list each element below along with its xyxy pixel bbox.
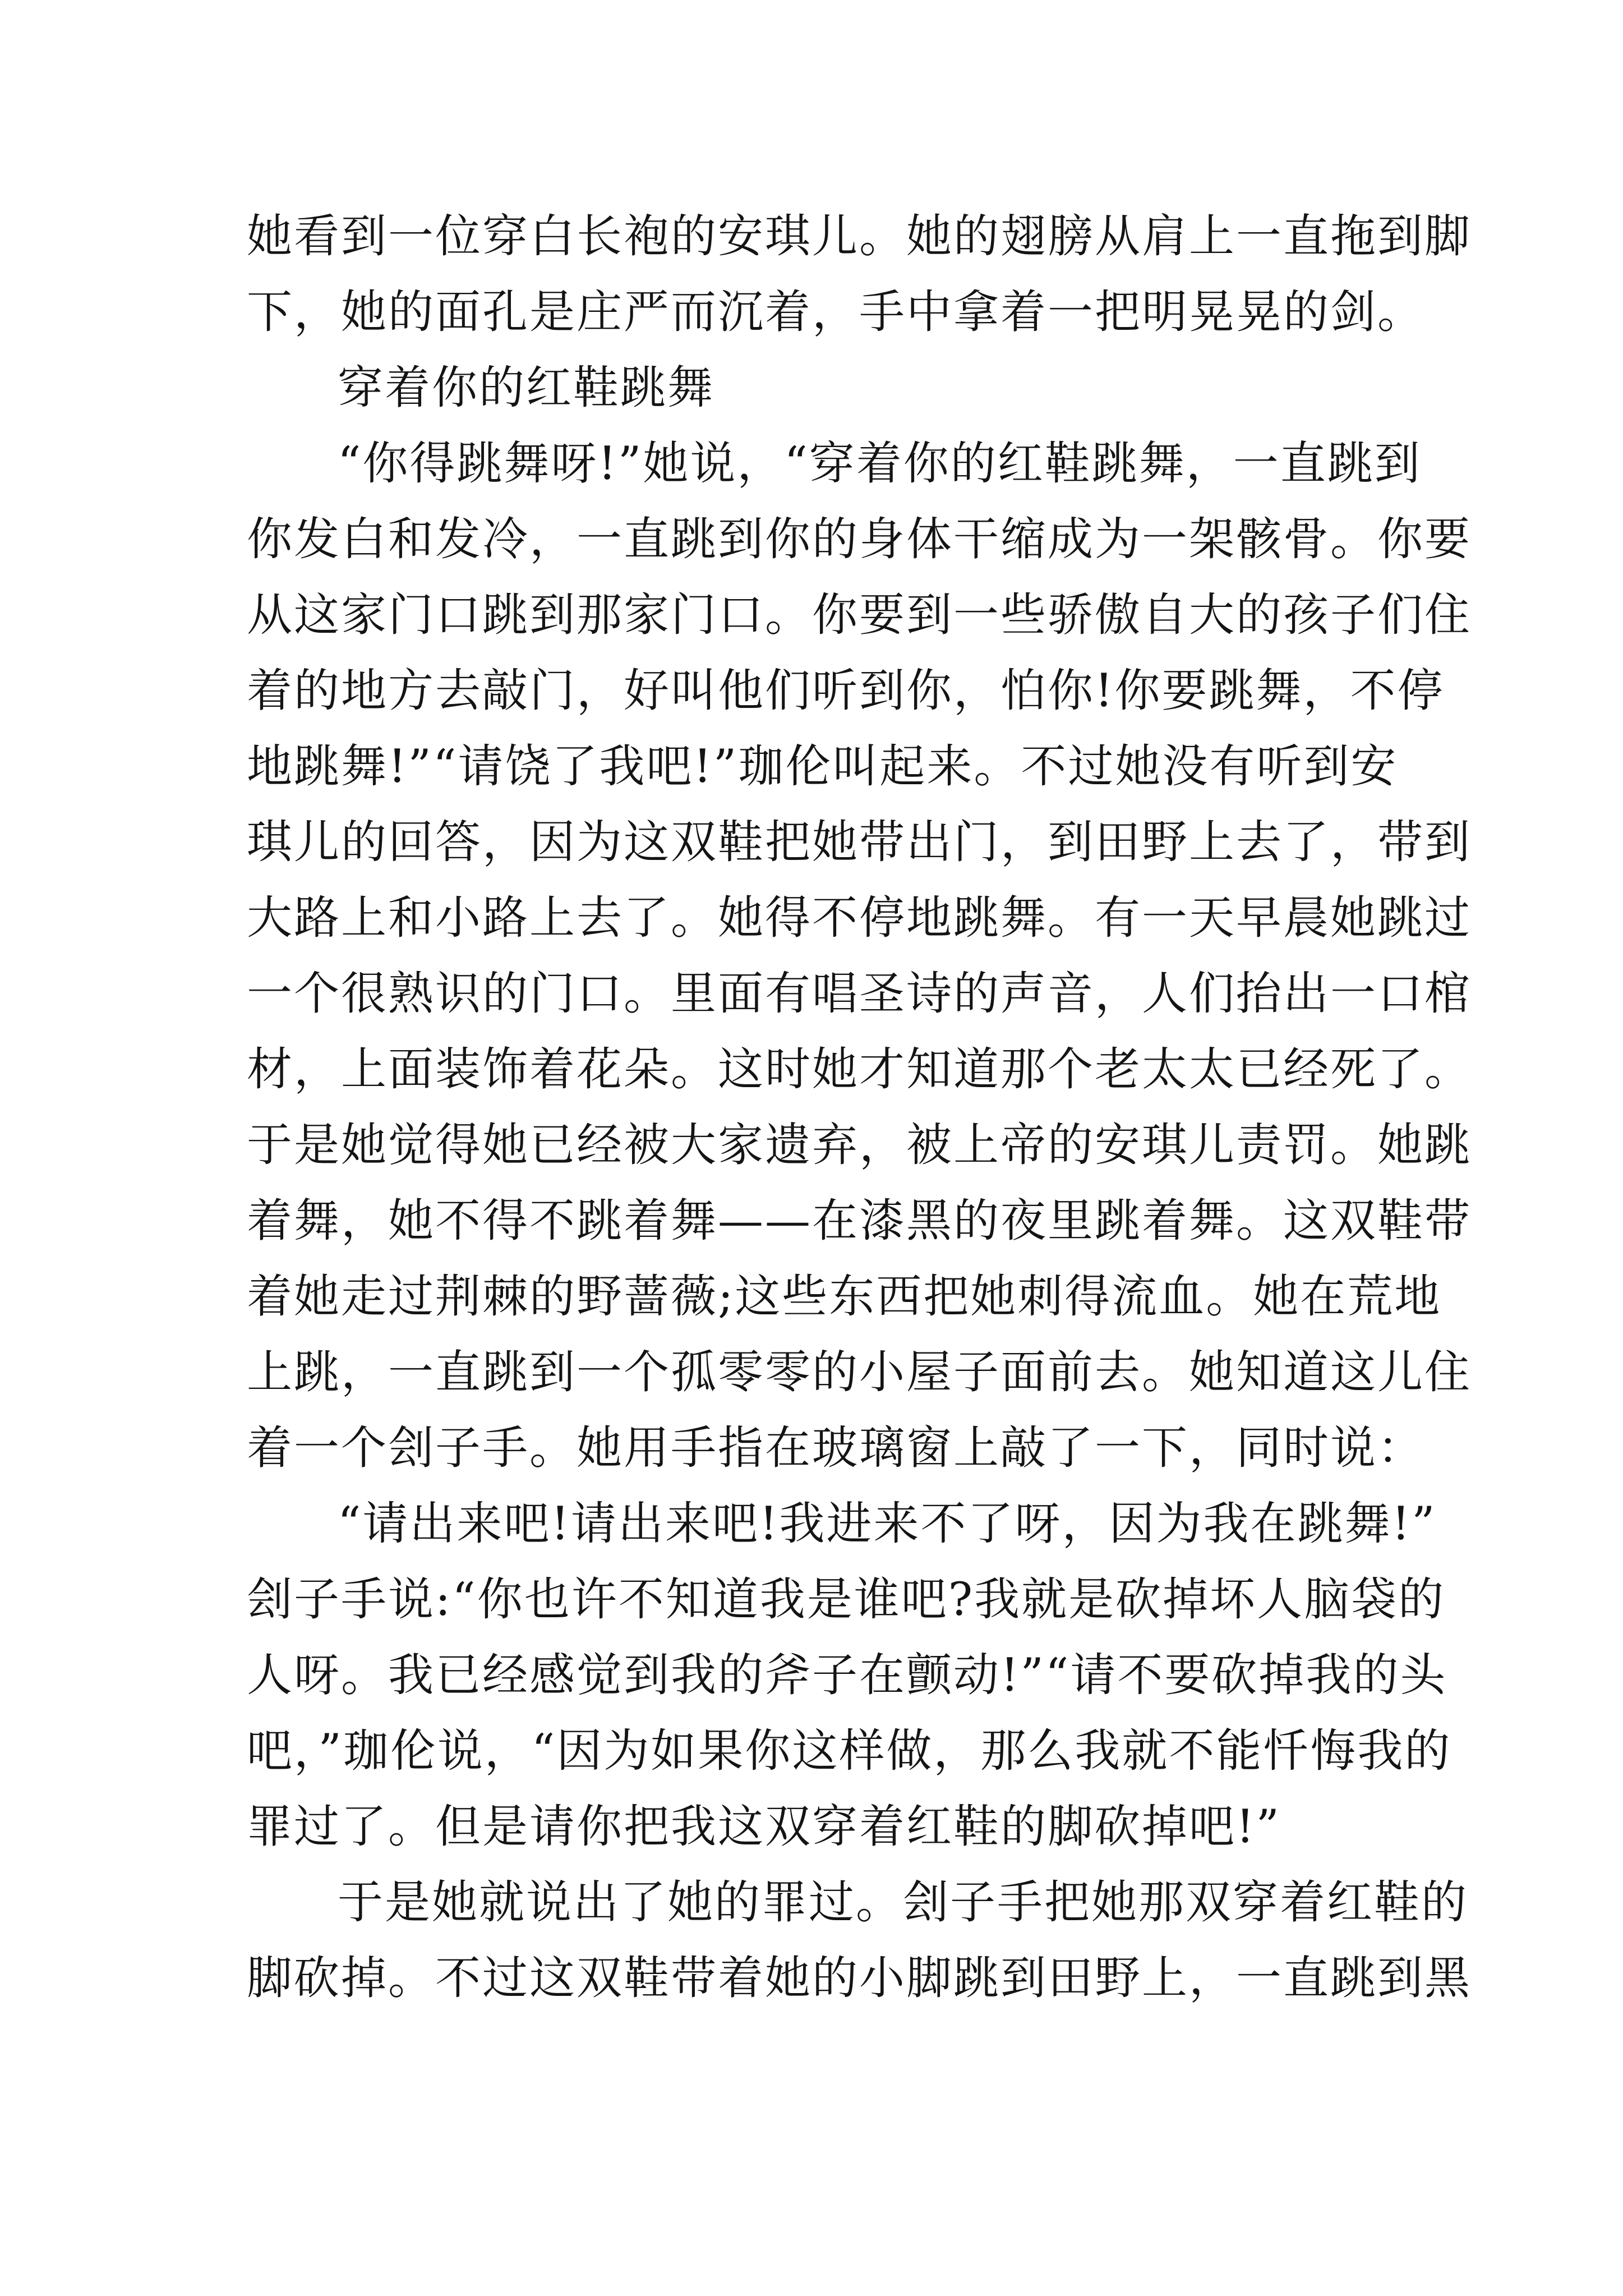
text-line: 着舞，她不得不跳着舞——在漆黑的夜里跳着舞。这双鞋带 (247, 1195, 1472, 1248)
text-line: 一个很熟识的门口。里面有唱圣诗的声音，人们抬出一口棺 (247, 968, 1472, 1020)
text-line: 着她走过荆棘的野蔷薇;这些东西把她刺得流血。她在荒地 (247, 1271, 1442, 1323)
text-line: “你得跳舞呀!”她说，“穿着你的红鞋跳舞，一直跳到 (338, 438, 1422, 490)
section-heading: 穿着你的红鞋跳舞 (338, 362, 715, 415)
body-text (247, 199, 1472, 2017)
text-line: 于是她就说出了她的罪过。刽子手把她那双穿着红鞋的 (338, 1876, 1469, 1929)
text-line: 从这家门口跳到那家门口。你要到一些骄傲自大的孩子们住 (247, 589, 1472, 642)
text-line: 着的地方去敲门，好叫他们听到你，怕你!你要跳舞，不停 (247, 665, 1445, 717)
text-line: 大路上和小路上去了。她得不停地跳舞。有一天早晨她跳过 (247, 892, 1472, 945)
text-line: 人呀。我已经感觉到我的斧子在颤动!”“请不要砍掉我的头 (247, 1649, 1447, 1702)
text-line: 脚砍掉。不过这双鞋带着她的小脚跳到田野上，一直跳到黑 (247, 1952, 1472, 2005)
text-line: 地跳舞!”“请饶了我吧!”珈伦叫起来。不过她没有听到安 (247, 740, 1398, 793)
text-line: 下，她的面孔是庄严而沉着，手中拿着一把明晃晃的剑。 (247, 286, 1425, 339)
text-line: 材，上面装饰着花朵。这时她才知道那个老太太已经死了。 (247, 1043, 1472, 1096)
text-line: 你发白和发冷，一直跳到你的身体干缩成为一架骸骨。你要 (247, 513, 1472, 566)
text-line: 上跳，一直跳到一个孤零零的小屋子面前去。她知道这儿住 (247, 1346, 1472, 1399)
text-line: 琪儿的回答，因为这双鞋把她带出门，到田野上去了，带到 (247, 816, 1472, 869)
text-line: 罪过了。但是请你把我这双穿着红鞋的脚砍掉吧!” (247, 1801, 1281, 1853)
text-line: 于是她觉得她已经被大家遗弃，被上帝的安琪儿责罚。她跳 (247, 1119, 1472, 1172)
text-line: 吧，”珈伦说，“因为如果你这样做，那么我就不能忏悔我的 (247, 1725, 1452, 1778)
text-line: 着一个刽子手。她用手指在玻璃窗上敲了一下，同时说： (247, 1422, 1425, 1475)
text-line: “请出来吧!请出来吧!我进来不了呀，因为我在跳舞!” (338, 1498, 1437, 1550)
text-line: 刽子手说:“你也许不知道我是谁吧?我就是砍掉坏人脑袋的 (247, 1573, 1446, 1626)
text-line: 她看到一位穿白长袍的安琪儿。她的翅膀从肩上一直拖到脚 (247, 210, 1472, 263)
